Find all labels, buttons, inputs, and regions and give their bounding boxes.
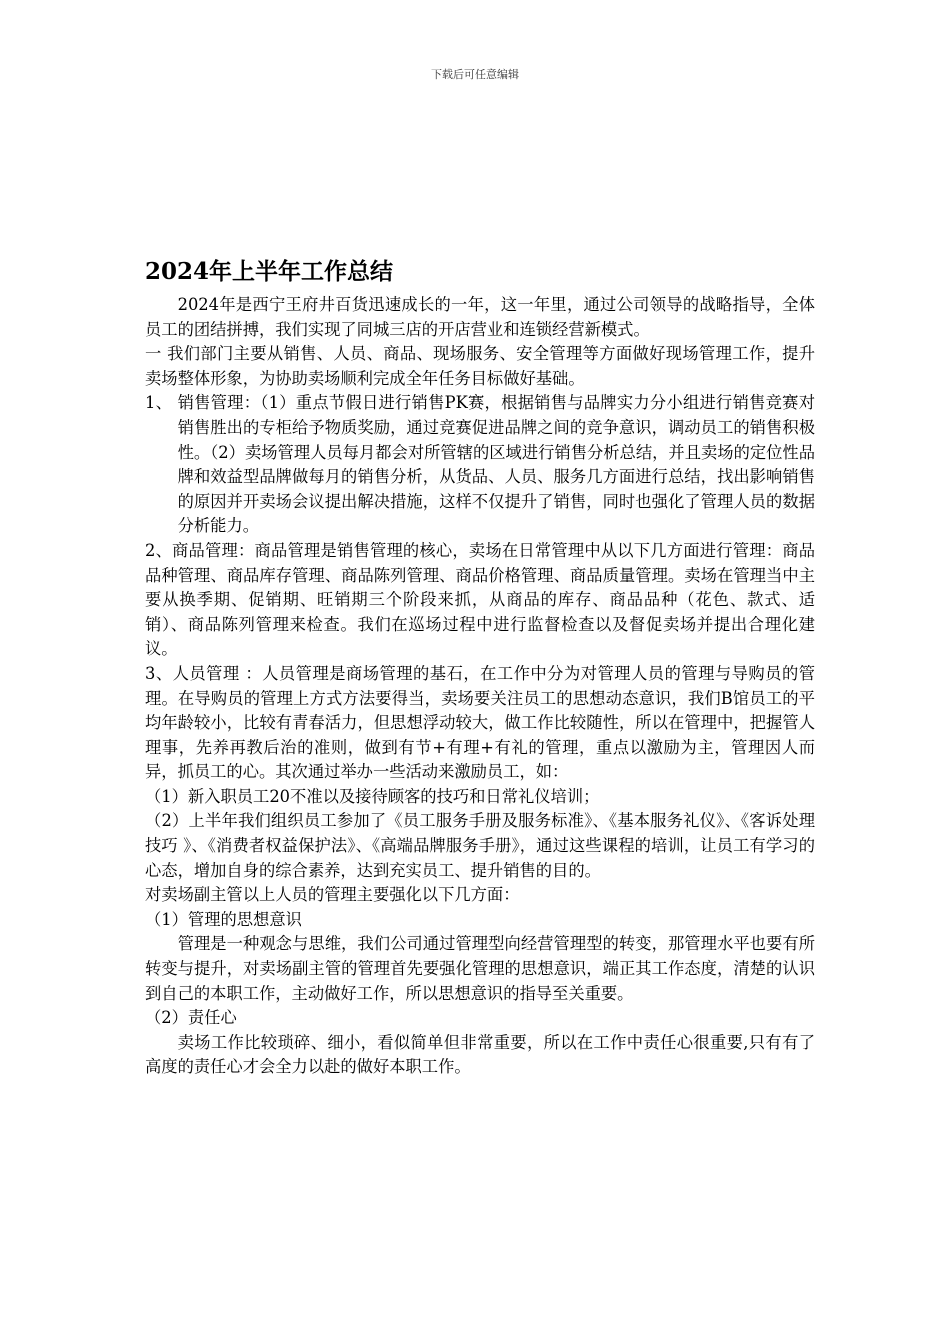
subheading-mindset: （1）管理的思想意识	[145, 909, 302, 929]
supervisor-management-intro: 对卖场副主管以上人员的管理主要强化以下几方面：	[145, 885, 520, 905]
sales-management-paragraph: 1、 销售管理：（1）重点节假日进行销售PK赛，根据销售与品牌实力分小组进行销售竞赛对销售胜出的专柜给予物质奖励，通过竞赛促进品牌之间的竞争意识，调动员工的销售积极性。（2）卖场管理人员每月都会对所管辖的区域进行销售分析总结，并且卖场的定位性品牌和效益型品牌做每月的销售分析，从货品、人员、服务几方面进行总结，找出影响销售的原因并开卖场会议提出解决措施，这样不仅提升了销售，同时也强化了管理人员的数据分析能力。	[145, 393, 815, 536]
subheading-responsibility: （2）责任心	[145, 1008, 237, 1028]
responsibility-paragraph: 卖场工作比较琐碎、细小，看似简单但非常重要，所以在工作中责任心很重要,只有有了高度的责任心才会全力以赴的做好本职工作。	[145, 1032, 815, 1077]
merchandise-management-paragraph: 2、商品管理：商品管理是销售管理的核心，卖场在日常管理中从以下几方面进行管理：商品品种管理、商品库存管理、商品陈列管理、商品价格管理、商品质量管理。卖场在管理当中主要从换季期、促销期、旺销期三个阶段来抓，从商品的库存、商品品种（花色、款式、适销）、商品陈列管理来检查。我们在巡场过程中进行监督检查以及督促卖场并提出合理化建议。	[145, 540, 815, 659]
document-title: 2024年上半年工作总结	[145, 258, 394, 285]
training-item-1: （1）新入职员工20不准以及接待顾客的技巧和日常礼仪培训；	[145, 786, 600, 806]
training-item-2: （2）上半年我们组织员工参加了《员工服务手册及服务标准》、《基本服务礼仪》、《客诉处理技巧 》、《消费者权益保护法》、《高端品牌服务手册》，通过这些课程的培训，让员工有学习的心态，增加自身的综合素养，达到充实员工、提升销售的目的。	[145, 811, 815, 880]
personnel-management-paragraph: 3、人员管理 ：人员管理是商场管理的基石，在工作中分为对管理人员的管理与导购员的管理。在导购员的管理上方式方法要得当，卖场要关注员工的思想动态意识，我们B馆员工的平均年龄较小，比较有青春活力，但思想浮动较大，做工作比较随性，所以在管理中，把握管人理事，先养再教后治的准则，做到有节+有理+有礼的管理，重点以激励为主，管理因人而异，抓员工的心。其次通过举办一些活动来激励员工，如：	[145, 663, 815, 782]
intro-paragraph: 2024年是西宁王府井百货迅速成长的一年，这一年里，通过公司领导的战略指导，全体员工的团结拼搏，我们实现了同城三店的开店营业和连锁经营新模式。	[145, 295, 815, 339]
section-overview-paragraph: 一 我们部门主要从销售、人员、商品、现场服务、安全管理等方面做好现场管理工作，提升卖场整体形象，为协助卖场顺利完成全年任务目标做好基础。	[145, 344, 815, 388]
document-body	[145, 255, 815, 1080]
page-header-note: 下载后可任意编辑	[431, 68, 519, 81]
mindset-paragraph: 管理是一种观念与思维，我们公司通过管理型向经营管理型的转变，那管理水平也要有所转变与提升，对卖场副主管的管理首先要强化管理的思想意识，端正其工作态度，清楚的认识到自己的本职工作，主动做好工作，所以思想意识的指导至关重要。	[145, 934, 815, 1003]
